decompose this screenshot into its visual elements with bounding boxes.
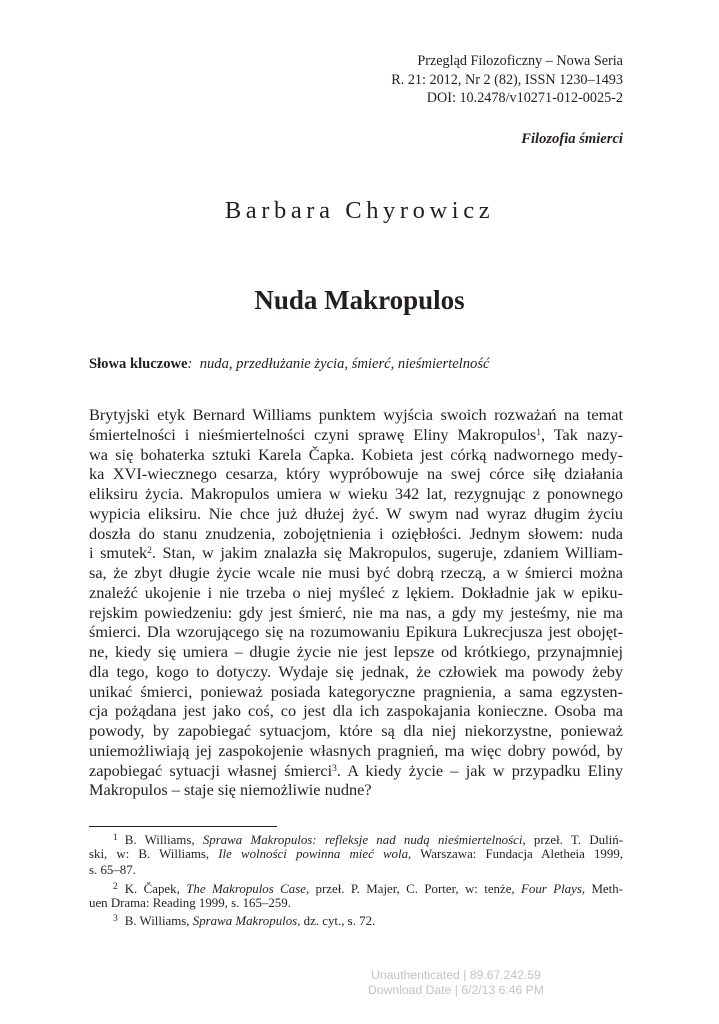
footnote-cited-title: Sprawa Makropulos bbox=[192, 913, 298, 928]
watermark-date: Download Date | 6/2/13 6:46 PM bbox=[368, 983, 544, 997]
footnote-1 bbox=[89, 830, 623, 879]
footnote-ref: 1 bbox=[536, 427, 541, 438]
footnote-ref: 2 bbox=[147, 546, 152, 557]
footnote-2 bbox=[89, 879, 623, 911]
footnote-text: , Warszawa: Fundacja Aletheia 1999, bbox=[408, 847, 623, 862]
footnote-text: , Meth- bbox=[581, 881, 623, 896]
journal-header bbox=[391, 52, 623, 108]
body-text-segment: , Tak nazy- bbox=[540, 424, 624, 444]
footnote-text: , dz. cyt., s. 72. bbox=[297, 913, 376, 928]
body-paragraph bbox=[89, 405, 623, 800]
footnote-text: K. Čapek, bbox=[124, 881, 187, 896]
body-line: śmierci. Dla wzorującego się na rozumowaniu Epikura Lukrecjusza jest obojęt- bbox=[89, 622, 623, 642]
footnote-3 bbox=[89, 911, 623, 927]
body-line: ka XVI-wiecznego cesarza, który wypróbowuje na swej córce siłę działania bbox=[89, 464, 623, 484]
footnotes bbox=[89, 830, 623, 927]
watermark-auth: Unauthenticated | 89.67.242.59 bbox=[371, 968, 541, 982]
body-line: rejskim powiedzeniu: gdy jest śmierć, nie ma nas, a gdy my jesteśmy, nie ma bbox=[89, 602, 623, 622]
body-line: uniemożliwiają jej zaspokojenie własnych pragnień, ma więc dobry powód, by bbox=[89, 740, 623, 760]
footnote-cited-title: The Makropulos Case bbox=[186, 881, 306, 896]
body-line bbox=[89, 543, 623, 563]
article-title: Nuda Makropulos bbox=[254, 285, 465, 315]
footnote-ref: 3 bbox=[332, 763, 337, 774]
body-line: Makropulos – staje się niemożliwie nudne? bbox=[89, 780, 372, 800]
body-line: unikać śmierci, ponieważ posiada kategoryczne pragnienia, a sama egzysten- bbox=[89, 681, 623, 701]
footnote-text: , przeł. T. Duliń- bbox=[522, 833, 623, 847]
body-line bbox=[89, 425, 623, 445]
body-text-segment: . Stan, w jakim znalazła się Makropulos, sugeruje, zdaniem William- bbox=[151, 543, 624, 563]
body-text-segment: . A kiedy życie – jak w przypadku Eliny bbox=[336, 760, 623, 780]
journal-name: Przegląd Filozoficzny – Nowa Seria bbox=[417, 53, 623, 69]
footnote-cited-title: Ile wolności powinna mieć wola bbox=[218, 847, 409, 862]
body-line: dla tego, kogo to dotyczy. Wydaje się jednak, że człowiek ma powody żeby bbox=[89, 661, 623, 681]
footnote-cited-title: Four Plays bbox=[521, 881, 582, 896]
footnote-number: 2 bbox=[113, 881, 118, 892]
author-name: Barbara Chyrowicz bbox=[224, 197, 495, 224]
body-line: doszła do stanu znudzenia, zobojętnienia i oziębłości. Jednym słowem: nuda bbox=[89, 523, 623, 543]
footnote-line bbox=[89, 879, 623, 895]
body-line bbox=[89, 761, 623, 781]
body-text-segment: śmiertelności i nieśmiertelności czyni sprawę Eliny Makropulos bbox=[89, 424, 537, 444]
section-title: Filozofia śmierci bbox=[521, 131, 623, 147]
footnote-line: s. 65–87. bbox=[89, 863, 136, 878]
body-text-segment: zapobiegać sytuacji własnej śmierci bbox=[89, 760, 333, 780]
keywords-colon: : bbox=[187, 356, 193, 372]
body-line: znaleźć ukojenie i nie trzeba o niej myśleć z lękiem. Dokładnie jak w epiku- bbox=[89, 582, 623, 602]
download-watermark bbox=[0, 968, 719, 998]
footnote-line bbox=[89, 846, 623, 862]
footnote-line bbox=[89, 830, 623, 846]
body-line: powody, by zapobiegać sytuacjom, które są dla niej niekorzystne, ponieważ bbox=[89, 721, 623, 740]
journal-volume: R. 21: 2012, Nr 2 (82), ISSN 1230–1493 bbox=[391, 71, 623, 88]
body-line: Brytyjski etyk Bernard Williams punktem wyjścia swoich rozważań na temat bbox=[89, 405, 623, 424]
footnote-text: B. Williams, bbox=[124, 833, 203, 847]
footnote-line bbox=[89, 911, 623, 927]
footnote-number: 1 bbox=[113, 833, 118, 843]
footnote-number: 3 bbox=[113, 913, 118, 924]
body-text-segment: i smutek bbox=[89, 543, 148, 563]
body-line: ne, kiedy się umiera – długie życie nie jest lepsze od krótkiego, przynajmniej bbox=[89, 642, 623, 661]
footnote-line: uen Drama: Reading 1999, s. 165–259. bbox=[89, 895, 291, 910]
footnote-cited-title: Sprawa Makropulos: refleksje nad nudą nieśmiertelności bbox=[202, 833, 523, 847]
doi: DOI: 10.2478/v10271-012-0025-2 bbox=[426, 90, 623, 106]
body-line: cja pożądana jest jako coś, co jest dla ich zaspokajania konieczne. Osoba ma bbox=[89, 701, 623, 721]
body-line: wypicia eliksiru. Nie chce już dłużej żyć. W swym nad wyraz długim życiu bbox=[89, 503, 623, 523]
keywords bbox=[89, 356, 490, 373]
footnote-text: B. Williams, bbox=[124, 913, 193, 928]
footnote-separator bbox=[89, 826, 277, 827]
body-line: eliksiru życia. Makropulos umiera w wieku 342 lat, rezygnując z ponownego bbox=[89, 484, 623, 503]
footnote-text: , przeł. P. Majer, C. Porter, w: tenże, bbox=[305, 881, 522, 896]
keywords-values: nuda, przedłużanie życia, śmierć, nieśmiertelność bbox=[199, 356, 490, 372]
keywords-label: Słowa kluczowe bbox=[89, 356, 188, 372]
footnote-text: ski, w: B. Williams, bbox=[89, 847, 219, 862]
body-line: wa się bohaterka sztuki Karela Čapka. Kobieta jest córką nadwornego medy- bbox=[89, 444, 623, 464]
body-line: sa, że zbyt długie życie wcale nie musi być dobrą rzeczą, a w śmierci można bbox=[89, 563, 623, 582]
